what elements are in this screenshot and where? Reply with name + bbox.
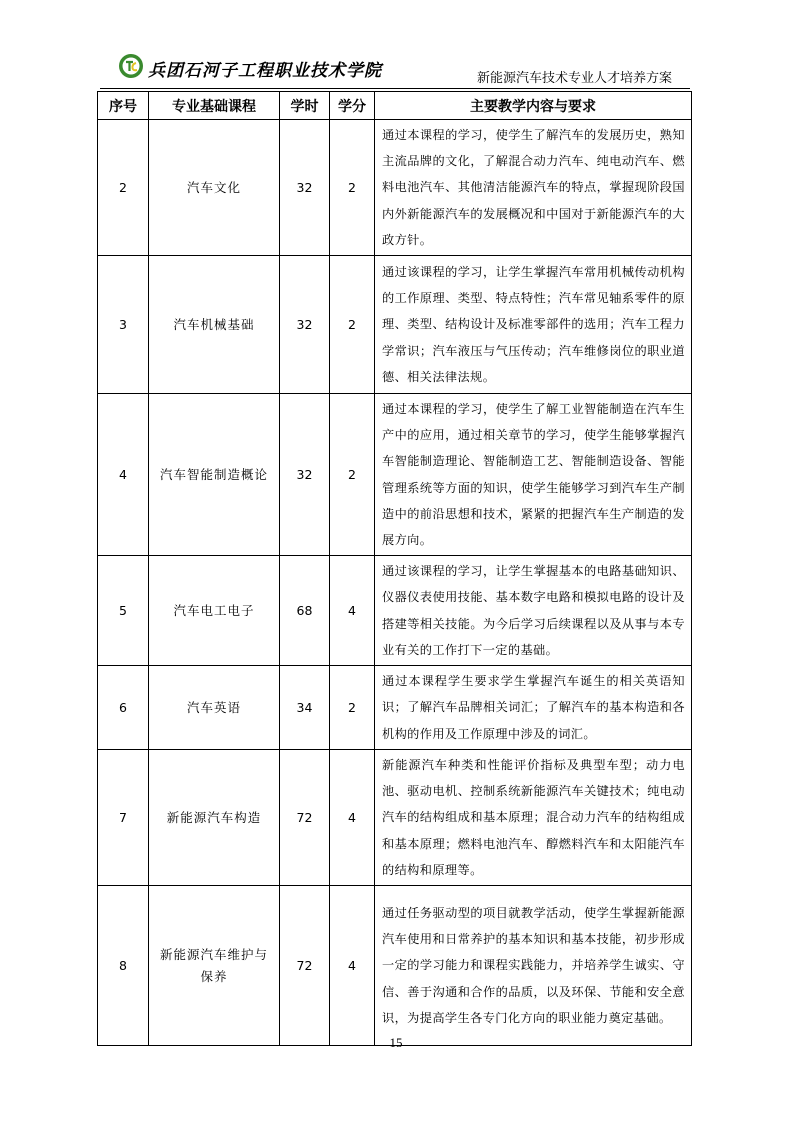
course-content: 新能源汽车种类和性能评价指标及典型车型；动力电池、驱动电机、控制系统新能源汽车关键技术；纯电动汽车的结构组成和基本原理；混合动力汽车的结构组成和基本原理；燃料电池汽车、醇燃料汽车和太阳能汽车的结构和原理等。 [375, 750, 692, 886]
table-header-row [98, 92, 692, 120]
course-hours: 34 [280, 666, 330, 750]
column-header-content: 主要教学内容与要求 [375, 92, 692, 120]
page-header [100, 50, 690, 90]
row-number: 2 [98, 120, 149, 256]
row-number: 6 [98, 666, 149, 750]
course-name: 汽车机械基础 [149, 256, 280, 394]
table-row [98, 886, 692, 1046]
course-name: 新能源汽车构造 [149, 750, 280, 886]
course-content: 通过本课程的学习，使学生了解汽车的发展历史，熟知主流品牌的文化，了解混合动力汽车、纯电动汽车、燃料电池汽车、其他清洁能源汽车的特点，掌握现阶段国内外新能源汽车的发展概况和中国对于新能源汽车的大政方针。 [375, 120, 692, 256]
course-credits: 2 [330, 256, 375, 394]
course-name: 汽车电工电子 [149, 556, 280, 666]
course-hours: 32 [280, 120, 330, 256]
school-name: 兵团石河子工程职业技术学院 [148, 61, 382, 81]
course-content: 通过本课程的学习，使学生了解工业智能制造在汽车生产中的应用，通过相关章节的学习，使学生能够掌握汽车智能制造理论、智能制造工艺、智能制造设备、智能管理系统等方面的知识，使学生能够学习到汽车生产制造中的前沿思想和技术，紧紧的把握汽车生产制造的发展方向。 [375, 394, 692, 556]
column-header-no: 序号 [98, 92, 149, 120]
page-number: 15 [389, 1035, 403, 1050]
course-content: 通过该课程的学习，让学生掌握基本的电路基础知识、仪器仪表使用技能、基本数字电路和模拟电路的设计及搭建等相关技能。为今后学习后续课程以及从事与本专业有关的工作打下一定的基础。 [375, 556, 692, 666]
column-header-course: 专业基础课程 [149, 92, 280, 120]
table-row [98, 666, 692, 750]
course-hours: 32 [280, 394, 330, 556]
document-title: 新能源汽车技术专业人才培养方案 [476, 71, 672, 86]
row-number: 7 [98, 750, 149, 886]
row-number: 8 [98, 886, 149, 1046]
header-divider [100, 88, 690, 89]
row-number: 3 [98, 256, 149, 394]
course-name: 汽车英语 [149, 666, 280, 750]
table-row [98, 256, 692, 394]
course-table [97, 91, 692, 1046]
course-credits: 2 [330, 666, 375, 750]
row-number: 4 [98, 394, 149, 556]
course-hours: 72 [280, 886, 330, 1046]
course-content: 通过本课程学生要求学生掌握汽车诞生的相关英语知识；了解汽车品牌相关词汇；了解汽车的基本构造和各机构的作用及工作原理中涉及的词汇。 [375, 666, 692, 750]
table-row [98, 394, 692, 556]
course-name: 汽车智能制造概论 [149, 394, 280, 556]
course-credits: 2 [330, 120, 375, 256]
course-hours: 72 [280, 750, 330, 886]
table-row [98, 556, 692, 666]
column-header-hours: 学时 [280, 92, 330, 120]
course-credits: 2 [330, 394, 375, 556]
school-logo-icon [118, 53, 144, 79]
course-name: 新能源汽车维护与保养 [149, 886, 280, 1046]
course-content: 通过该课程的学习，让学生掌握汽车常用机械传动机构的工作原理、类型、特点特性；汽车常见轴系零件的原理、类型、结构设计及标准零部件的选用；汽车工程力学常识；汽车液压与气压传动；汽车维修岗位的职业道德、相关法律法规。 [375, 256, 692, 394]
column-header-credits: 学分 [330, 92, 375, 120]
course-credits: 4 [330, 750, 375, 886]
course-hours: 32 [280, 256, 330, 394]
course-content: 通过任务驱动型的项目就教学活动，使学生掌握新能源汽车使用和日常养护的基本知识和基本技能，初步形成一定的学习能力和课程实践能力，并培养学生诚实、守信、善于沟通和合作的品质，以及环保、节能和安全意识，为提高学生各专门化方向的职业能力奠定基础。 [375, 886, 692, 1046]
table-row [98, 750, 692, 886]
row-number: 5 [98, 556, 149, 666]
course-name: 汽车文化 [149, 120, 280, 256]
course-credits: 4 [330, 556, 375, 666]
course-credits: 4 [330, 886, 375, 1046]
table-row [98, 120, 692, 256]
course-hours: 68 [280, 556, 330, 666]
